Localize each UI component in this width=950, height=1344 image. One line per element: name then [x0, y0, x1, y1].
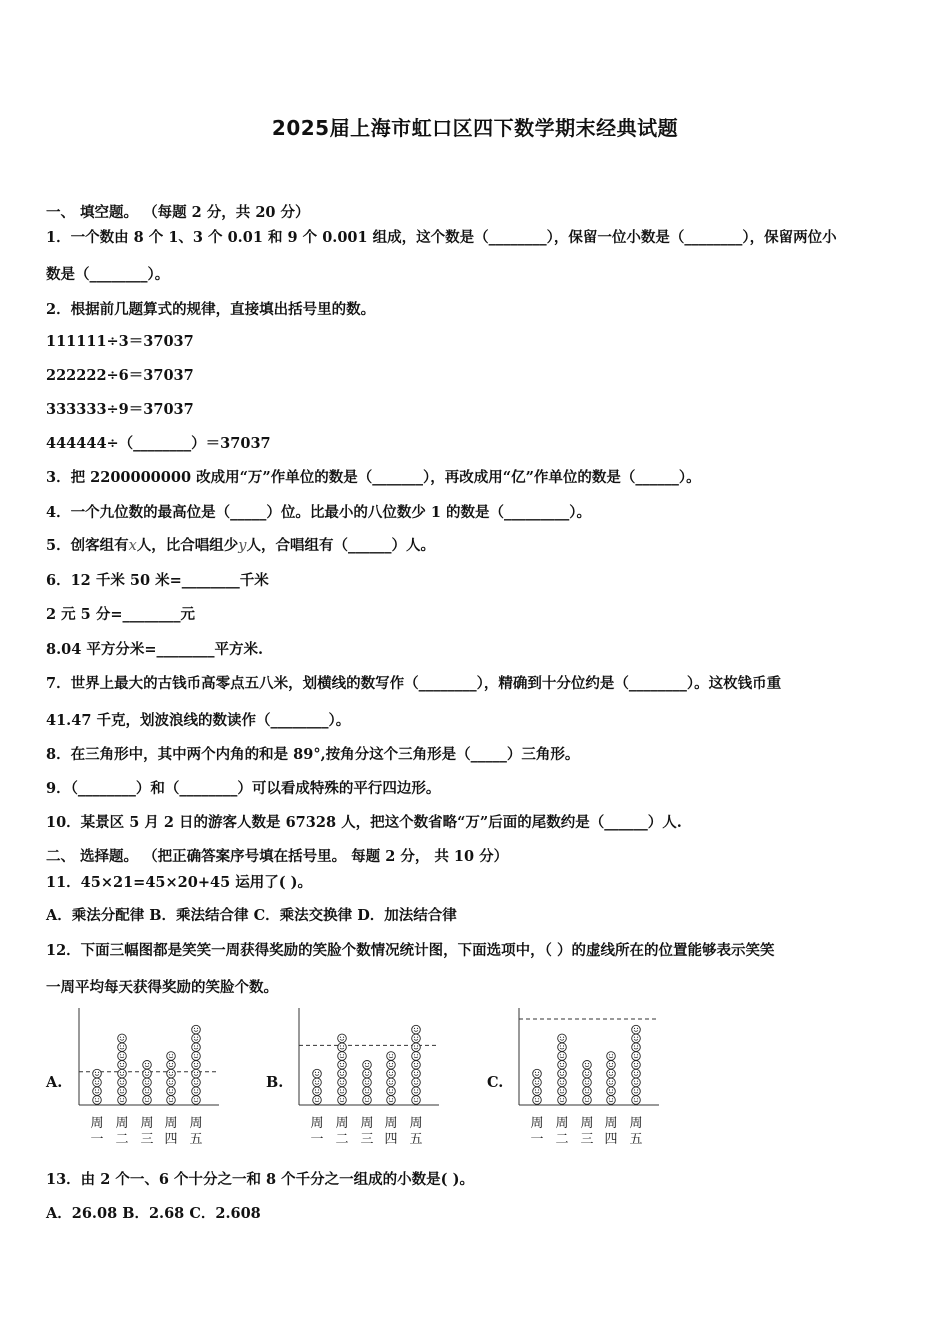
- bar-2: [118, 1034, 127, 1104]
- bar-5: [632, 1025, 641, 1104]
- question-6-part-2: 2 元 5 分=________元: [46, 606, 195, 623]
- smiley-icon: [192, 1078, 201, 1087]
- equation-1: 111111÷3＝37037: [46, 333, 194, 350]
- section-1-heading: 一、 填空题。 （每题 2 分，共 20 分）: [46, 204, 310, 221]
- smiley-icon: [387, 1061, 396, 1070]
- bar-4: [167, 1052, 176, 1105]
- bar-1: [313, 1069, 322, 1104]
- smiley-icon: [338, 1034, 347, 1043]
- smiley-icon: [607, 1078, 616, 1087]
- smiley-icon: [338, 1096, 347, 1105]
- tick-label: 三: [140, 1132, 154, 1147]
- question-7-line-2: 41.47 千克，划波浪线的数读作（________）。: [46, 712, 351, 729]
- smiley-icon: [313, 1087, 322, 1096]
- smiley-icon: [143, 1087, 152, 1096]
- smiley-icon: [192, 1069, 201, 1078]
- question-10: 10．某景区 5 月 2 日的游客人数是 67328 人，把这个数省略“万”后面的尾数约是（______）人.: [46, 814, 682, 831]
- tick-label: 周: [360, 1116, 374, 1131]
- smiley-icon: [93, 1078, 102, 1087]
- question-5-part-3: 人，合唱组有（______）人。: [246, 537, 435, 554]
- smiley-icon: [558, 1096, 567, 1105]
- smiley-icon: [143, 1078, 152, 1087]
- smiley-icon: [363, 1078, 372, 1087]
- tick-label: 周: [530, 1116, 544, 1131]
- smiley-icon: [607, 1052, 616, 1061]
- chart-a: [79, 1008, 219, 1147]
- smiley-icon: [192, 1025, 201, 1034]
- smiley-icon: [363, 1061, 372, 1070]
- smiley-icon: [363, 1069, 372, 1078]
- smiley-icon: [558, 1034, 567, 1043]
- smiley-icon: [363, 1096, 372, 1105]
- tick-label: 二: [115, 1132, 129, 1147]
- chart-c: [519, 1008, 659, 1147]
- smiley-charts: [0, 1005, 950, 1155]
- smiley-icon: [412, 1096, 421, 1105]
- tick-label: 周: [164, 1116, 178, 1131]
- smiley-icon: [558, 1078, 567, 1087]
- smiley-icon: [533, 1096, 542, 1105]
- question-6: 6．12 千米 50 米=________千米: [46, 572, 269, 589]
- tick-label: 一: [310, 1132, 324, 1147]
- smiley-icon: [387, 1096, 396, 1105]
- bar-1: [533, 1069, 542, 1104]
- option-a-label: A.: [46, 1074, 63, 1091]
- smiley-icon: [93, 1096, 102, 1105]
- smiley-icon: [192, 1043, 201, 1052]
- smiley-icon: [338, 1069, 347, 1078]
- tick-label: 周: [335, 1116, 349, 1131]
- smiley-icon: [387, 1078, 396, 1087]
- smiley-icon: [632, 1034, 641, 1043]
- tick-label: 二: [555, 1132, 569, 1147]
- smiley-icon: [338, 1052, 347, 1061]
- equation-3: 333333÷9＝37037: [46, 401, 194, 418]
- smiley-icon: [412, 1069, 421, 1078]
- smiley-icon: [632, 1043, 641, 1052]
- tick-label: 四: [164, 1132, 178, 1147]
- smiley-icon: [167, 1087, 176, 1096]
- question-13: 13．由 2 个一、6 个十分之一和 8 个千分之一组成的小数是( )。: [46, 1171, 474, 1188]
- smiley-icon: [118, 1096, 127, 1105]
- tick-label: 周: [580, 1116, 594, 1131]
- smiley-icon: [412, 1078, 421, 1087]
- tick-label: 周: [115, 1116, 129, 1131]
- smiley-icon: [583, 1061, 592, 1070]
- smiley-icon: [558, 1043, 567, 1052]
- smiley-icon: [167, 1052, 176, 1061]
- smiley-icon: [607, 1087, 616, 1096]
- page-title: 2025届上海市虹口区四下数学期末经典试题: [271, 116, 679, 140]
- smiley-icon: [387, 1052, 396, 1061]
- question-4: 4．一个九位数的最高位是（_____）位。比最小的八位数少 1 的数是（_________）。: [46, 504, 592, 521]
- tick-label: 周: [140, 1116, 154, 1131]
- tick-label: 五: [409, 1132, 423, 1147]
- bar-4: [387, 1052, 396, 1105]
- smiley-icon: [412, 1052, 421, 1061]
- equation-2: 222222÷6＝37037: [46, 367, 194, 384]
- question-5: [46, 536, 435, 556]
- smiley-icon: [632, 1025, 641, 1034]
- question-7-line-1: 7．世界上最大的古钱币高零点五八米，划横线的数写作（________），精确到十分位约是（________）。这枚钱币重: [46, 675, 782, 692]
- smiley-icon: [167, 1061, 176, 1070]
- smiley-icon: [607, 1096, 616, 1105]
- smiley-icon: [558, 1069, 567, 1078]
- question-1-line-1: 1．一个数由 8 个 1、3 个 0.01 和 9 个 0.001 组成，这个数是（________），保留一位小数是（________），保留两位小: [46, 229, 837, 246]
- tick-label: 五: [189, 1132, 203, 1147]
- tick-label: 四: [384, 1132, 398, 1147]
- tick-label: 三: [360, 1132, 374, 1147]
- question-2: 2．根据前几题算式的规律，直接填出括号里的数。: [46, 301, 376, 318]
- smiley-icon: [632, 1087, 641, 1096]
- bar-3: [363, 1061, 372, 1105]
- smiley-icon: [118, 1069, 127, 1078]
- smiley-icon: [412, 1043, 421, 1052]
- smiley-icon: [412, 1061, 421, 1070]
- tick-label: 一: [530, 1132, 544, 1147]
- smiley-icon: [313, 1078, 322, 1087]
- smiley-icon: [558, 1052, 567, 1061]
- smiley-icon: [607, 1061, 616, 1070]
- smiley-icon: [143, 1061, 152, 1070]
- smiley-icon: [583, 1087, 592, 1096]
- question-11-options: A．乘法分配律 B．乘法结合律 C．乘法交换律 D．加法结合律: [46, 907, 457, 924]
- tick-label: 一: [90, 1132, 104, 1147]
- smiley-icon: [192, 1096, 201, 1105]
- question-12-line-2: 一周平均每天获得奖励的笑脸个数。: [46, 979, 278, 996]
- bar-5: [192, 1025, 201, 1104]
- tick-label: 周: [310, 1116, 324, 1131]
- smiley-icon: [338, 1043, 347, 1052]
- bar-2: [338, 1034, 347, 1104]
- smiley-icon: [143, 1096, 152, 1105]
- smiley-icon: [167, 1069, 176, 1078]
- charts-canvas: [0, 1005, 950, 1155]
- smiley-icon: [387, 1069, 396, 1078]
- smiley-icon: [192, 1034, 201, 1043]
- smiley-icon: [338, 1061, 347, 1070]
- smiley-icon: [412, 1025, 421, 1034]
- smiley-icon: [313, 1096, 322, 1105]
- smiley-icon: [533, 1069, 542, 1078]
- question-6-part-3: 8.04 平方分米=________平方米.: [46, 641, 264, 658]
- smiley-icon: [533, 1087, 542, 1096]
- bar-3: [143, 1061, 152, 1105]
- tick-label: 周: [629, 1116, 643, 1131]
- variable-y: y: [238, 538, 247, 554]
- smiley-icon: [363, 1087, 372, 1096]
- smiley-icon: [167, 1096, 176, 1105]
- bar-3: [583, 1061, 592, 1105]
- smiley-icon: [338, 1087, 347, 1096]
- smiley-icon: [118, 1034, 127, 1043]
- smiley-icon: [632, 1061, 641, 1070]
- smiley-icon: [118, 1061, 127, 1070]
- smiley-icon: [118, 1087, 127, 1096]
- smiley-icon: [192, 1087, 201, 1096]
- question-9: 9．（________）和（________）可以看成特殊的平行四边形。: [46, 780, 441, 797]
- smiley-icon: [192, 1052, 201, 1061]
- smiley-icon: [118, 1052, 127, 1061]
- smiley-icon: [632, 1069, 641, 1078]
- question-5-part-2: 人，比合唱组少: [136, 537, 239, 554]
- smiley-icon: [387, 1087, 396, 1096]
- smiley-icon: [558, 1061, 567, 1070]
- smiley-icon: [93, 1069, 102, 1078]
- question-5-part-1: 5．创客组有: [46, 537, 129, 554]
- bar-2: [558, 1034, 567, 1104]
- option-b-label: B.: [266, 1074, 284, 1091]
- tick-label: 三: [580, 1132, 594, 1147]
- smiley-icon: [607, 1069, 616, 1078]
- smiley-icon: [533, 1078, 542, 1087]
- question-3: 3．把 2200000000 改成用“万”作单位的数是（_______），再改成用“亿”作单位的数是（______）。: [46, 469, 701, 486]
- smiley-icon: [118, 1078, 127, 1087]
- tick-label: 周: [189, 1116, 203, 1131]
- smiley-icon: [583, 1078, 592, 1087]
- option-c-label: C.: [487, 1074, 504, 1091]
- section-2-heading: 二、 选择题。 （把正确答案序号填在括号里。 每题 2 分， 共 10 分）: [46, 848, 509, 865]
- equation-4: 444444÷（________）＝37037: [46, 435, 271, 452]
- tick-label: 二: [335, 1132, 349, 1147]
- variable-x: x: [128, 538, 137, 554]
- tick-label: 四: [604, 1132, 618, 1147]
- question-1-line-2: 数是（________）。: [46, 266, 170, 283]
- smiley-icon: [558, 1087, 567, 1096]
- chart-b: [299, 1008, 439, 1147]
- smiley-icon: [167, 1078, 176, 1087]
- tick-label: 周: [90, 1116, 104, 1131]
- tick-label: 周: [409, 1116, 423, 1131]
- smiley-icon: [192, 1061, 201, 1070]
- question-13-options: A．26.08 B．2.68 C．2.608: [46, 1205, 261, 1222]
- smiley-icon: [118, 1043, 127, 1052]
- smiley-icon: [632, 1052, 641, 1061]
- smiley-icon: [583, 1096, 592, 1105]
- tick-label: 周: [555, 1116, 569, 1131]
- tick-label: 周: [384, 1116, 398, 1131]
- smiley-icon: [93, 1087, 102, 1096]
- smiley-icon: [412, 1034, 421, 1043]
- bar-5: [412, 1025, 421, 1104]
- bar-4: [607, 1052, 616, 1105]
- bar-1: [93, 1069, 102, 1104]
- smiley-icon: [632, 1096, 641, 1105]
- tick-label: 周: [604, 1116, 618, 1131]
- smiley-icon: [412, 1087, 421, 1096]
- smiley-icon: [143, 1069, 152, 1078]
- smiley-icon: [632, 1078, 641, 1087]
- question-8: 8．在三角形中，其中两个内角的和是 89°,按角分这个三角形是（_____）三角形。: [46, 746, 580, 763]
- tick-label: 五: [629, 1132, 643, 1147]
- smiley-icon: [338, 1078, 347, 1087]
- question-12-line-1: 12．下面三幅图都是笑笑一周获得奖励的笑脸个数情况统计图，下面选项中，（ ）的虚线所在的位置能够表示笑笑: [46, 942, 775, 959]
- smiley-icon: [313, 1069, 322, 1078]
- question-11: 11．45×21=45×20+45 运用了( )。: [46, 874, 312, 891]
- smiley-icon: [583, 1069, 592, 1078]
